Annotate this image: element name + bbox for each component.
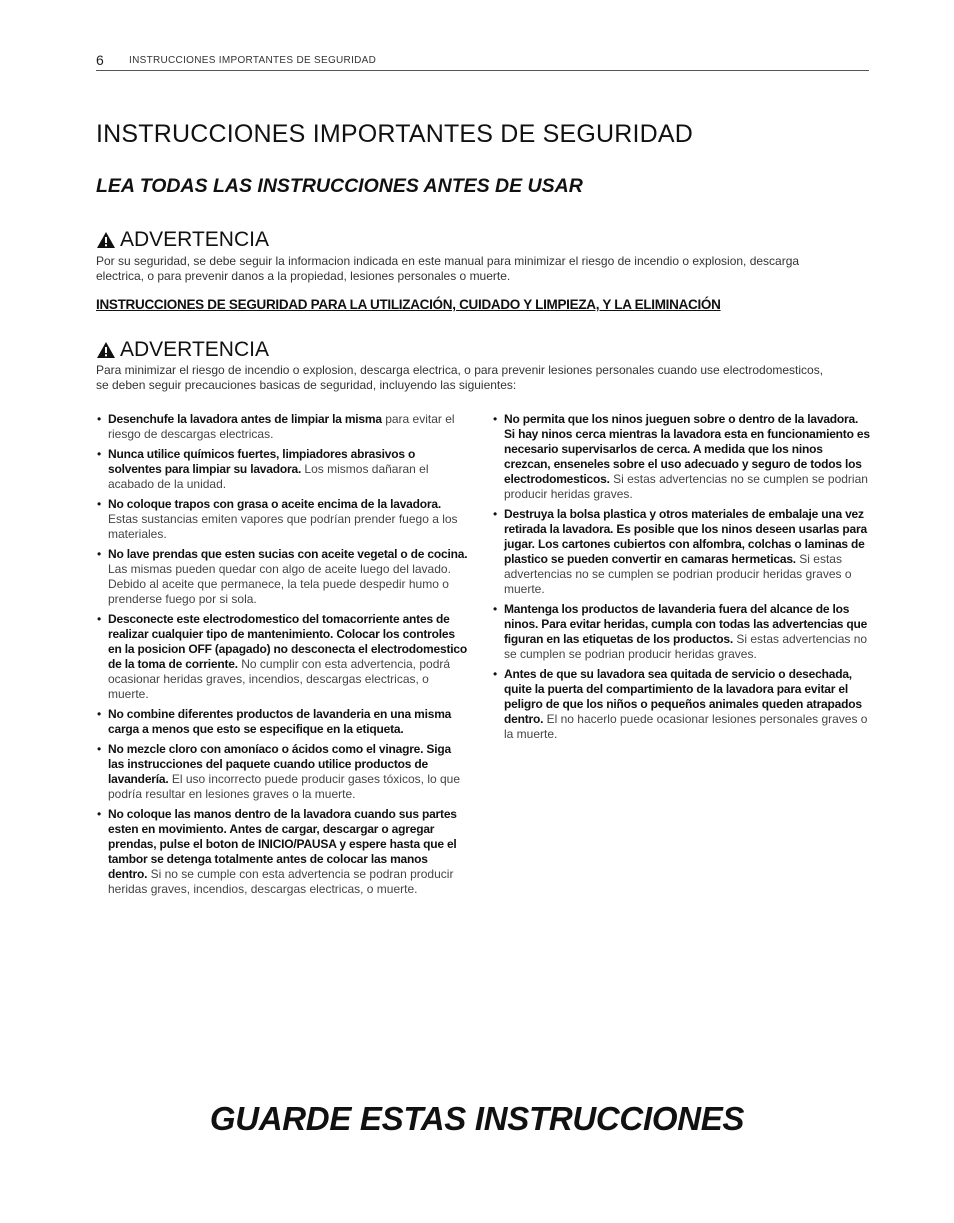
warning-heading-2 <box>96 338 269 362</box>
page-subtitle: LEA TODAS LAS INSTRUCCIONES ANTES DE USAR <box>96 175 583 197</box>
warning-label: ADVERTENCIA <box>120 228 269 251</box>
page-header <box>96 52 869 71</box>
list-item: • No mezcle cloro con amoníaco o ácidos como el vinagre. Siga las instrucciones del paquete cuando utilice productos de lavandería. El uso incorrecto puede producir gases tóxicos, lo que podría resultar en lesiones graves o la muerte. <box>96 742 468 802</box>
page-number: 6 <box>96 52 104 68</box>
left-bullet-list <box>96 412 468 897</box>
warning-label: ADVERTENCIA <box>120 338 269 361</box>
warning-triangle-icon <box>96 341 116 359</box>
right-column <box>492 412 872 747</box>
list-item: • Desconecte este electrodomestico del tomacorriente antes de realizar cualquier tipo de mantenimiento. Colocar los controles en la posicion OFF (apagado) no desconecta el electrodomestico de la toma de corriente. No cumplir con esta advertencia, podrá ocasionar heridas graves, incendios, descargas electricas, o muerte. <box>96 612 468 702</box>
list-item: • Destruya la bolsa plastica y otros materiales de embalaje una vez retirada la lavadora. Es posible que los ninos deseen usarlas para jugar. Los cartones cubiertos con alfombra, colchas o laminas de plastico se pueden convertir en camaras hermeticas. Si estas advertencias no se cumplen se podrian producir heridas graves o muerte. <box>492 507 872 597</box>
list-item: • Antes de que su lavadora sea quitada de servicio o desechada, quite la puerta del compartimiento de la lavadora para evitar el peligro de que los niños o pequeños animales queden atrapados dentro. El no hacerlo puede ocasionar lesiones personales graves o la muerte. <box>492 667 872 742</box>
section-heading: INSTRUCCIONES DE SEGURIDAD PARA LA UTILIZACIÓN, CUIDADO Y LIMPIEZA, Y LA ELIMINACIÓN <box>96 297 721 312</box>
warning-text-2: Para minimizar el riesgo de incendio o explosion, descarga electrica, o para prevenir lesiones personales cuando use electrodomesticos, se deben seguir precauciones basicas de seguridad, incluyendo las siguientes: <box>96 363 824 392</box>
list-item: • No combine diferentes productos de lavanderia en una misma carga a menos que esto se especifique en la etiqueta. <box>96 707 468 737</box>
right-bullet-list <box>492 412 872 742</box>
warning-triangle-icon <box>96 231 116 249</box>
list-item: • Mantenga los productos de lavanderia fuera del alcance de los ninos. Para evitar heridas, cumpla con todas las advertencias que figuran en las etiquetas de los productos. Si estas advertencias no se cumplen se podrian producir heridas graves. <box>492 602 872 662</box>
running-header-title: INSTRUCCIONES IMPORTANTES DE SEGURIDAD <box>129 55 377 66</box>
left-column <box>96 412 468 902</box>
list-item: • Nunca utilice químicos fuertes, limpiadores abrasivos o solventes para limpiar su lavadora. Los mismos dañaran el acabado de la unidad. <box>96 447 468 492</box>
warning-heading-1 <box>96 228 269 252</box>
footer-title: GUARDE ESTAS INSTRUCCIONES <box>209 1100 745 1137</box>
list-item: • No coloque trapos con grasa o aceite encima de la lavadora. Estas sustancias emiten vapores que podrían prender fuego a los materiales. <box>96 497 468 542</box>
list-item: • No lave prendas que esten sucias con aceite vegetal o de cocina. Las mismas pueden quedar con algo de aceite luego del lavado. Debido al aceite que permanece, la tela puede despedir humo o prenderse fuego por si sola. <box>96 547 468 607</box>
list-item: • No permita que los ninos jueguen sobre o dentro de la lavadora. Si hay ninos cerca mientras la lavadora esta en funcionamiento es necesario supervisarlos de cerca. A medida que los ninos crezcan, enseneles sobre el uso adecuado y seguro de todos los electrodomesticos. Si estas advertencias no se cumplen se podrian producir heridas graves. <box>492 412 872 502</box>
list-item: • No coloque las manos dentro de la lavadora cuando sus partes esten en movimiento. Antes de cargar, descargar o agregar prendas, pulse el boton de INICIO/PAUSA y espere hasta que el tambor se detenga totalmente antes de colocar las manos dentro. Si no se cumple con esta advertencia se podran producir heridas graves, incendios, descargas electricas, o muerte. <box>96 807 468 897</box>
list-item: • Desenchufe la lavadora antes de limpiar la misma para evitar el riesgo de descargas electricas. <box>96 412 468 442</box>
page-title: INSTRUCCIONES IMPORTANTES DE SEGURIDAD <box>96 120 694 148</box>
warning-text-1: Por su seguridad, se debe seguir la informacion indicada en este manual para minimizar el riesgo de incendio o explosion, descarga electrica, o para prevenir danos a la propiedad, lesiones personales o muerte. <box>96 254 800 283</box>
